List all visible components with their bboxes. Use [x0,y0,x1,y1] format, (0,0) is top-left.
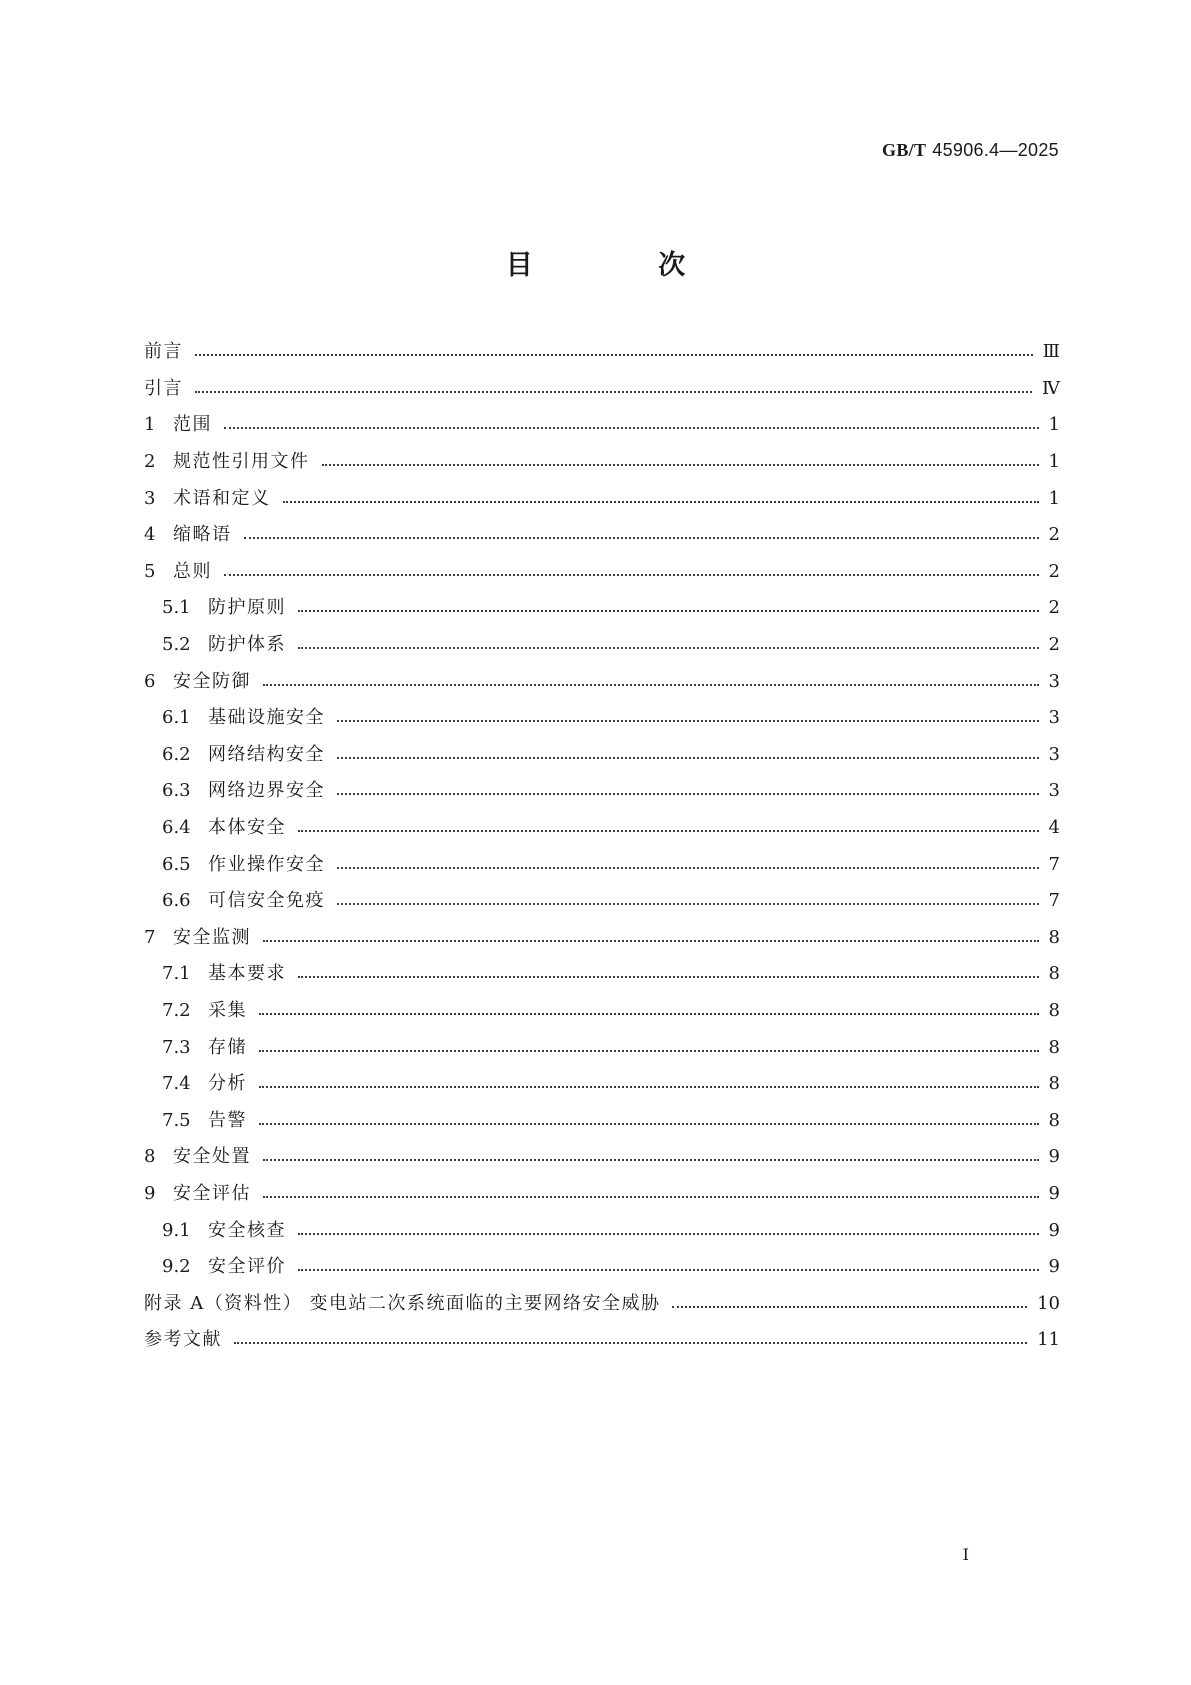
toc-entry[interactable] [144,846,1060,883]
dot-leader [234,1342,1027,1344]
toc-entry[interactable] [144,334,1060,371]
toc-entry-title: 网络结构安全 [208,743,325,765]
toc-entry-number: 4 [144,524,156,546]
toc-entry-page: 11 [1037,1329,1060,1351]
toc-entry-page: 8 [1048,1073,1060,1095]
toc-entry-title: 采集 [208,999,247,1021]
dot-leader [263,940,1039,942]
toc-entry[interactable] [144,700,1060,737]
toc-entry-title: 安全监测 [173,926,251,948]
toc-entry-title: 本体安全 [208,817,286,839]
toc-entry-number: 1 [144,414,156,436]
toc-entry-title: 参考文献 [144,1329,222,1351]
toc-entry[interactable] [144,407,1060,444]
toc-entry-page: 9 [1048,1219,1060,1241]
dot-leader [298,1269,1039,1271]
toc-entry[interactable] [144,371,1060,408]
toc-entry-page: 1 [1048,414,1060,436]
toc-entry-page: 3 [1048,780,1060,802]
toc-entry[interactable] [144,517,1060,554]
dot-leader [322,464,1039,466]
toc-entry-number: 6.6 [162,890,191,912]
toc-entry-title: 分析 [208,1073,247,1095]
toc-entry-number: 6 [144,670,156,692]
table-of-contents [144,334,1060,1359]
toc-entry-title: 附录 A（资料性） 变电站二次系统面临的主要网络安全威胁 [144,1292,661,1314]
toc-entry[interactable] [144,1176,1060,1213]
dot-leader [263,1159,1039,1161]
toc-entry[interactable] [144,1139,1060,1176]
toc-entry[interactable] [144,1285,1060,1322]
dot-leader [298,830,1039,832]
dot-leader [337,903,1039,905]
dot-leader [337,793,1039,795]
toc-entry-page: 1 [1048,487,1060,509]
standard-code [882,140,1059,161]
toc-entry-title: 基础设施安全 [208,707,325,729]
footer-page-number: Ⅰ [962,1545,969,1564]
toc-entry-page: 2 [1048,634,1060,656]
toc-entry-number: 9.1 [162,1219,191,1241]
dot-leader [298,647,1039,649]
toc-entry-page: 8 [1048,926,1060,948]
dot-leader [263,1196,1039,1198]
toc-entry[interactable] [144,444,1060,481]
toc-entry-number: 6.2 [162,743,191,765]
toc-entry-number: 7.2 [162,999,191,1021]
toc-entry-page: 3 [1048,743,1060,765]
toc-entry[interactable] [144,737,1060,774]
standard-code-prefix: GB/T [882,140,927,160]
toc-entry-number: 5.1 [162,597,191,619]
toc-entry-number: 6.3 [162,780,191,802]
toc-entry-title: 基本要求 [208,963,286,985]
dot-leader [259,1123,1039,1125]
toc-entry-page: 8 [1048,963,1060,985]
toc-entry-number: 5 [144,560,156,582]
toc-entry-page: 8 [1048,1036,1060,1058]
toc-entry-title: 安全处置 [173,1146,251,1168]
toc-entry-page: 3 [1048,707,1060,729]
toc-entry[interactable] [144,663,1060,700]
toc-entry-title: 安全评价 [208,1256,286,1278]
toc-entry[interactable] [144,554,1060,591]
dot-leader [259,1086,1039,1088]
dot-leader [195,354,1033,356]
standard-code-number: 45906.4—2025 [932,140,1059,160]
toc-entry-number: 9 [144,1182,156,1204]
toc-entry[interactable] [144,590,1060,627]
toc-entry-title: 术语和定义 [173,487,271,509]
toc-entry-number: 7.4 [162,1073,191,1095]
dot-leader [224,427,1039,429]
toc-entry-title: 安全核查 [208,1219,286,1241]
toc-entry[interactable] [144,1029,1060,1066]
toc-entry-page: 10 [1037,1292,1060,1314]
toc-entry-page: 4 [1048,817,1060,839]
toc-entry-title: 总则 [173,560,212,582]
toc-entry-number: 7.5 [162,1109,191,1131]
dot-leader [672,1306,1027,1308]
toc-entry-page: 9 [1048,1182,1060,1204]
toc-entry-page: 7 [1048,853,1060,875]
toc-entry[interactable] [144,627,1060,664]
toc-entry[interactable] [144,1066,1060,1103]
toc-entry-title: 作业操作安全 [208,853,325,875]
toc-entry-title: 可信安全免疫 [208,890,325,912]
toc-entry-page: Ⅲ [1042,341,1060,363]
toc-entry[interactable] [144,1212,1060,1249]
toc-entry-title: 引言 [144,377,183,399]
dot-leader [263,684,1039,686]
toc-entry-number: 9.2 [162,1256,191,1278]
toc-entry-page: 8 [1048,1109,1060,1131]
toc-entry-number: 7.3 [162,1036,191,1058]
toc-entry[interactable] [144,1249,1060,1286]
toc-entry-number: 7.1 [162,963,191,985]
dot-leader [298,976,1039,978]
toc-entry[interactable] [144,883,1060,920]
toc-entry[interactable] [144,956,1060,993]
dot-leader [298,1233,1039,1235]
toc-entry-title: 缩略语 [173,524,232,546]
toc-entry-page: 9 [1048,1146,1060,1168]
dot-leader [259,1050,1039,1052]
toc-entry-number: 5.2 [162,634,191,656]
toc-entry[interactable] [144,1102,1060,1139]
toc-entry-title: 告警 [208,1109,247,1131]
toc-entry-number: 6.1 [162,707,191,729]
toc-entry-page: 2 [1048,524,1060,546]
dot-leader [195,391,1032,393]
toc-entry-title: 范围 [173,414,212,436]
toc-entry-page: 9 [1048,1256,1060,1278]
dot-leader [244,537,1039,539]
toc-entry-number: 8 [144,1146,156,1168]
dot-leader [337,720,1039,722]
toc-entry-page: Ⅳ [1042,377,1060,399]
toc-entry-number: 3 [144,487,156,509]
toc-entry-title: 网络边界安全 [208,780,325,802]
toc-entry-title: 存储 [208,1036,247,1058]
toc-entry-title: 规范性引用文件 [173,451,310,473]
toc-entry-number: 2 [144,451,156,473]
dot-leader [298,610,1039,612]
toc-entry-number: 7 [144,926,156,948]
toc-title: 目 次 [505,250,744,281]
toc-entry-number: 6.5 [162,853,191,875]
toc-entry-title: 前言 [144,341,183,363]
dot-leader [337,867,1039,869]
toc-entry[interactable] [144,993,1060,1030]
dot-leader [283,501,1039,503]
toc-entry[interactable] [144,920,1060,957]
toc-entry[interactable] [144,1322,1060,1359]
toc-entry[interactable] [144,480,1060,517]
toc-entry-number: 6.4 [162,817,191,839]
toc-entry-title: 防护原则 [208,597,286,619]
toc-entry-page: 1 [1048,451,1060,473]
toc-entry[interactable] [144,810,1060,847]
toc-entry-title: 安全防御 [173,670,251,692]
dot-leader [224,574,1039,576]
toc-entry-title: 安全评估 [173,1182,251,1204]
toc-entry-page: 2 [1048,597,1060,619]
dot-leader [337,757,1039,759]
toc-entry-page: 7 [1048,890,1060,912]
toc-entry-page: 3 [1048,670,1060,692]
toc-entry-page: 8 [1048,999,1060,1021]
toc-entry-page: 2 [1048,560,1060,582]
toc-entry[interactable] [144,773,1060,810]
dot-leader [259,1013,1039,1015]
toc-entry-title: 防护体系 [208,634,286,656]
